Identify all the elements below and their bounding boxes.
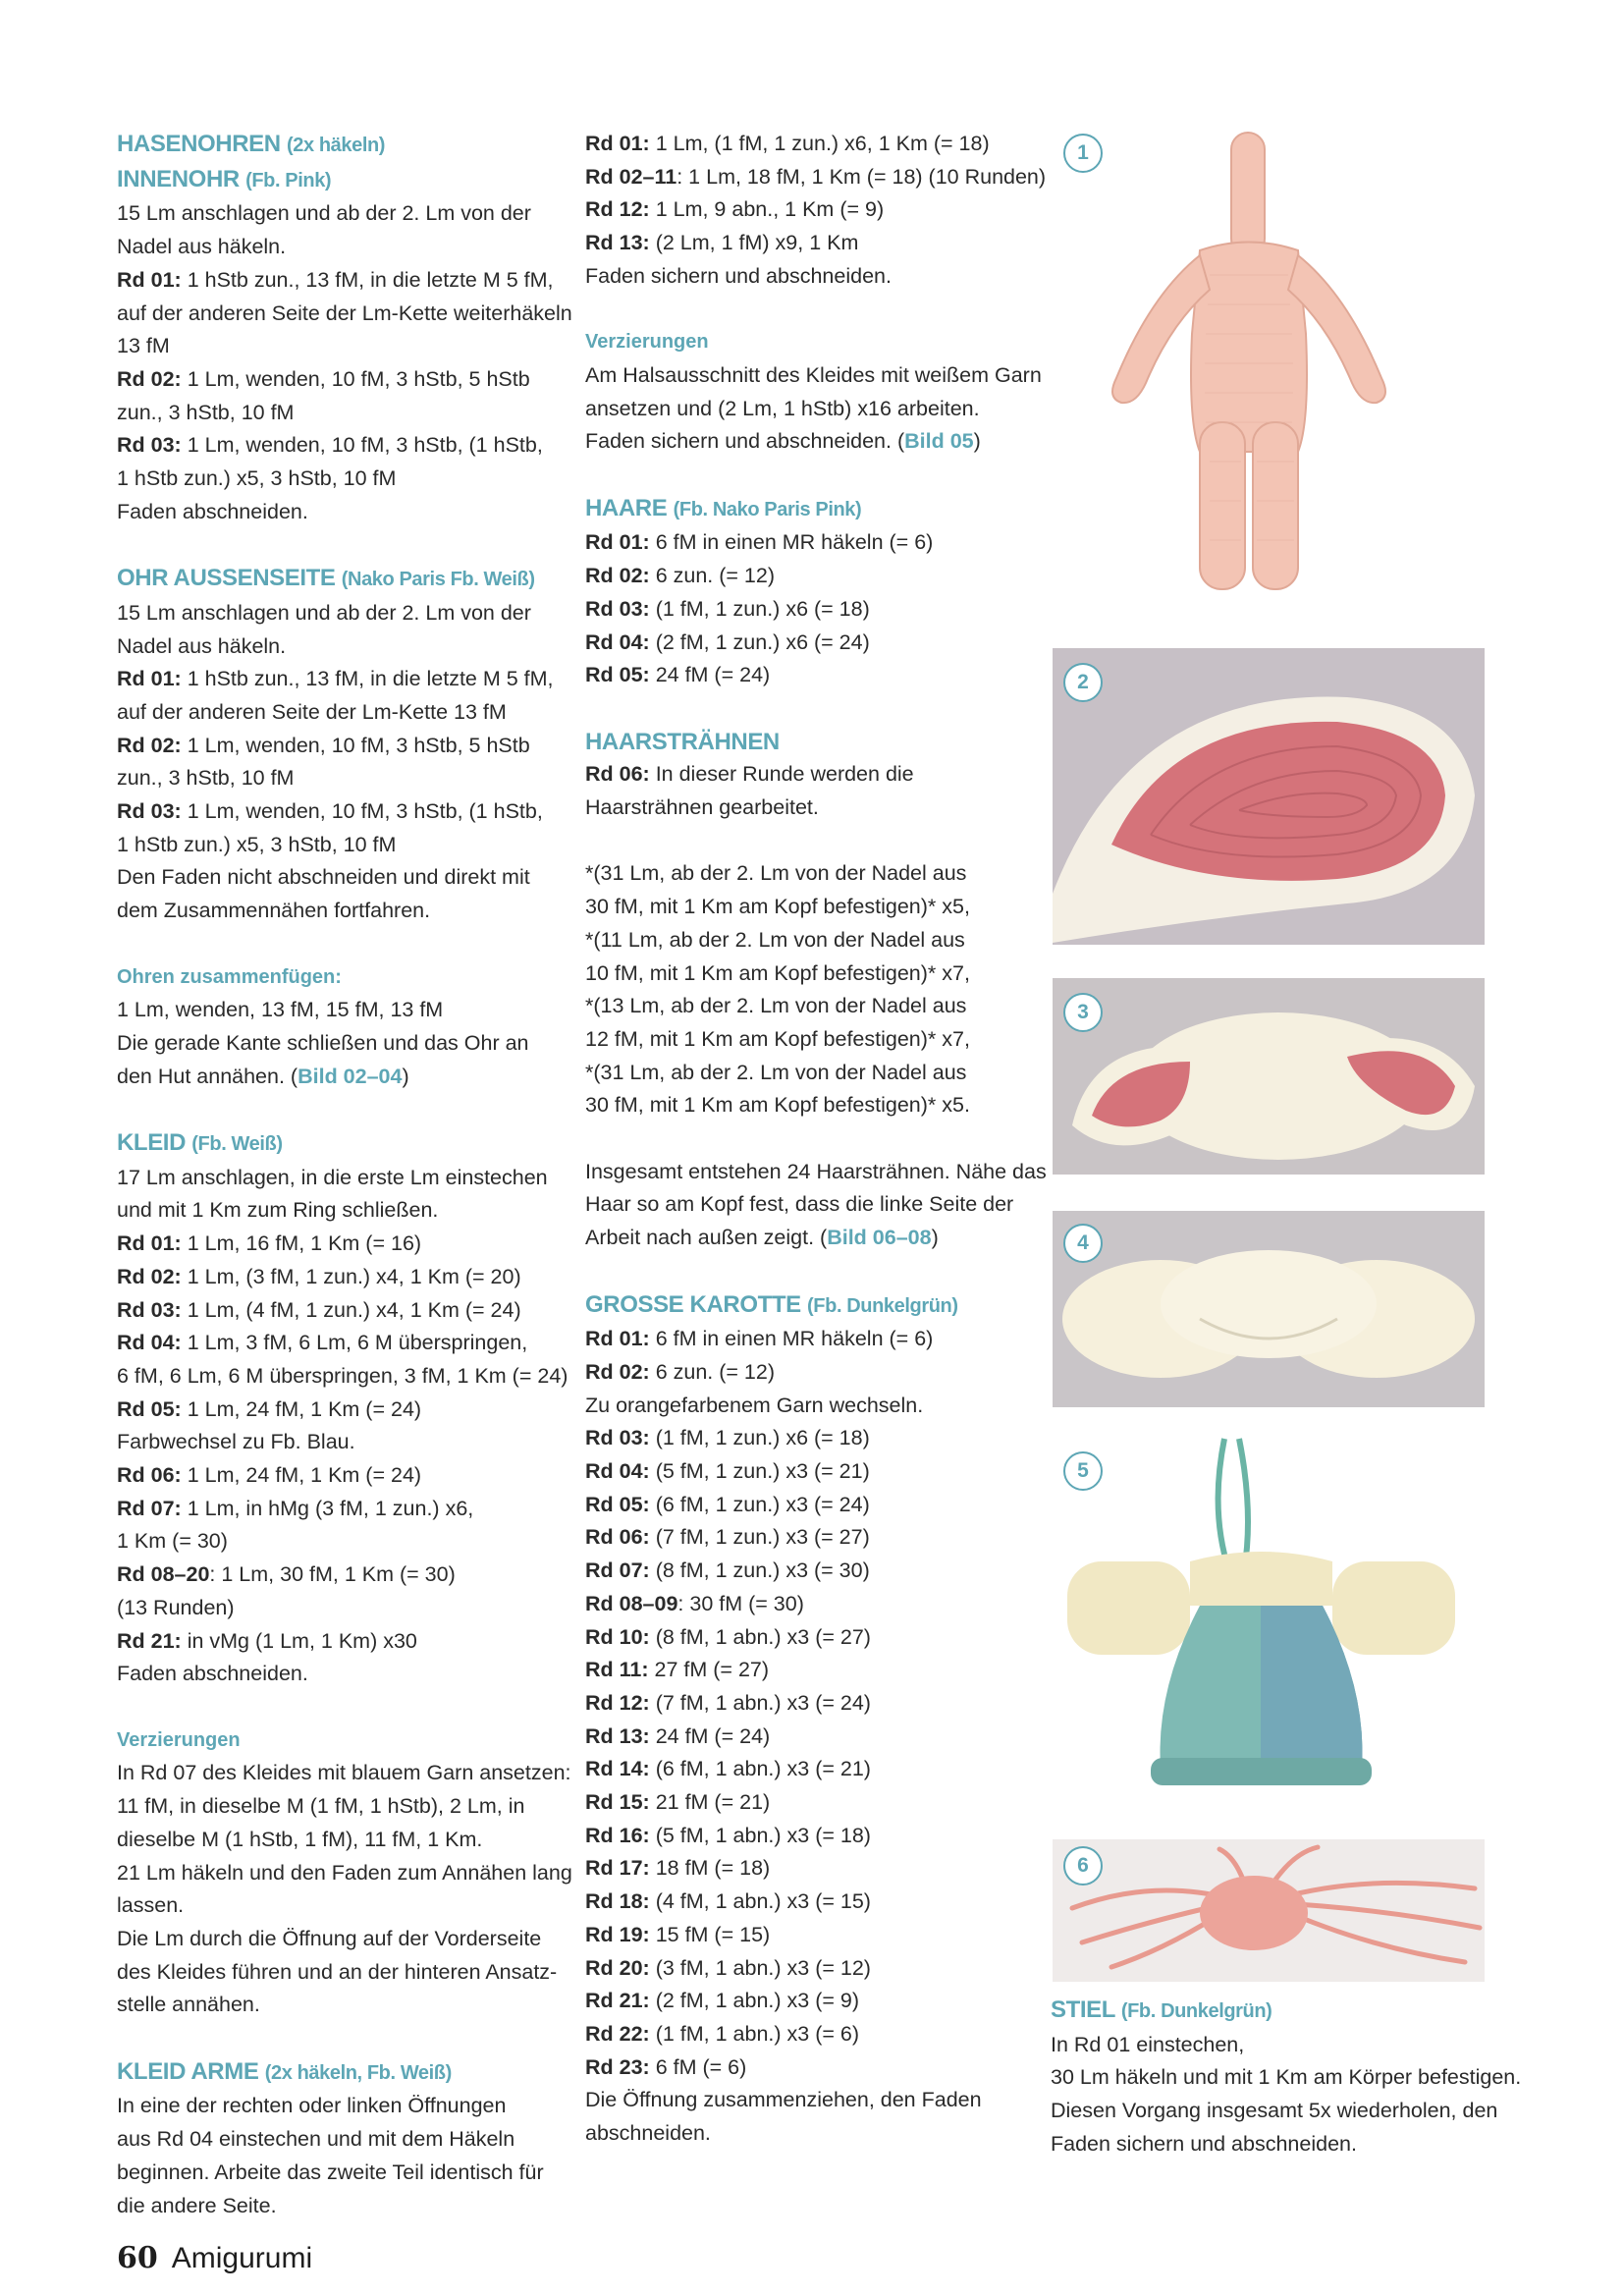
round-label: Rd 07: — [117, 1496, 182, 1520]
round-text: 1 Lm, 24 fM, 1 Km (= 24) — [181, 1396, 422, 1421]
round-text: auf der anderen Seite der Lm-Kette 13 fM — [117, 699, 507, 724]
round-text: auf der anderen Seite der Lm-Kette weiterhäkeln — [117, 301, 572, 325]
instruction-row — [117, 1162, 559, 1195]
instruction-row — [117, 397, 559, 430]
instruction-row — [585, 1687, 1027, 1721]
instruction-row — [585, 2051, 1027, 2085]
subsection-ohren-zusammenfuegen: Ohren zusammenfügen: — [117, 965, 342, 988]
instruction-row — [117, 1228, 559, 1261]
round-text: Farbwechsel zu Fb. Blau. — [117, 1430, 355, 1454]
text-line: dieselbe M (1 hStb, 1 fM), 11 fM, 1 Km. — [117, 1827, 483, 1851]
text-line: In eine der rechten oder linken Öffnungen — [117, 2094, 507, 2118]
photo-number-badge: 3 — [1063, 993, 1103, 1032]
photo-5-dress — [1053, 1434, 1485, 1822]
footer-title: Amigurumi — [171, 2242, 313, 2274]
round-label: Rd 01: — [585, 1327, 650, 1351]
instruction-row — [117, 829, 559, 862]
round-label: Rd 02: — [117, 1264, 182, 1288]
verzierungen-2-lines — [585, 359, 1042, 425]
round-text: (2 fM, 1 abn.) x3 (= 9) — [649, 1989, 860, 2013]
instruction-row — [585, 1390, 1027, 1423]
ohr-rows — [117, 597, 559, 928]
round-text: Haarsträhnen gearbeitet. — [585, 795, 819, 820]
photo-3-hat-with-ears — [1053, 978, 1485, 1175]
instruction-row — [117, 795, 559, 829]
round-label: Rd 12: — [585, 1690, 650, 1715]
round-text: 1 Lm, 16 fM, 1 Km (= 16) — [181, 1231, 422, 1256]
text-line: 30 fM, mit 1 Km am Kopf befestigen)* x5. — [585, 1093, 970, 1118]
round-text: 1 Lm, in hMg (3 fM, 1 zun.) x6, — [181, 1496, 474, 1520]
text-line: Die Lm durch die Öffnung auf der Vorderseite — [117, 1926, 542, 1950]
round-text: (6 fM, 1 abn.) x3 (= 21) — [649, 1757, 871, 1781]
round-text: : 1 Lm, 30 fM, 1 Km (= 30) — [209, 1562, 456, 1587]
round-text: (5 fM, 1 zun.) x3 (= 21) — [649, 1459, 870, 1484]
round-text: 1 Lm, 24 fM, 1 Km (= 24) — [181, 1463, 422, 1488]
text-line: Nadel aus häkeln. — [117, 235, 287, 259]
round-text: (8 fM, 1 zun.) x3 (= 30) — [649, 1558, 870, 1583]
instruction-row — [585, 1886, 1027, 1919]
instruction-row — [585, 526, 1027, 560]
round-label: Rd 02: — [585, 564, 650, 588]
round-label: Rd 04: — [117, 1331, 182, 1355]
text-line: 30 Lm häkeln und mit 1 Km am Körper befestigen. — [1051, 2065, 1522, 2090]
round-text: Faden sichern und abschneiden. — [585, 263, 892, 288]
photo-number-badge: 6 — [1063, 1846, 1103, 1886]
round-text: (4 fM, 1 abn.) x3 (= 15) — [649, 1889, 871, 1914]
instruction-row — [585, 1422, 1027, 1455]
photo-number-badge: 1 — [1063, 134, 1103, 173]
round-label: Rd 03: — [117, 799, 182, 824]
round-label: Rd 06: — [585, 1525, 650, 1550]
instruction-row — [117, 1261, 559, 1294]
round-text: 1 hStb zun.) x5, 3 hStb, 10 fM — [117, 466, 397, 491]
photo-4-dress-sleeves — [1053, 1211, 1485, 1407]
insgesamt-lines — [585, 1156, 1047, 1222]
round-label: Rd 03: — [117, 433, 182, 458]
instruction-row — [117, 696, 559, 730]
image-reference: Bild 05 — [904, 429, 974, 454]
text-line: Faden sichern und abschneiden. — [1051, 2131, 1357, 2156]
karotte-rows — [585, 1323, 1027, 2151]
haarstraehnen-lines — [585, 857, 1027, 1122]
image-reference: Bild 02–04 — [298, 1064, 403, 1088]
instruction-row — [585, 1555, 1027, 1588]
round-text: (5 fM, 1 abn.) x3 (= 18) — [649, 1823, 871, 1847]
round-label: Rd 21: — [585, 1989, 650, 2013]
text-line: Diesen Vorgang insgesamt 5x wiederholen, den — [1051, 2099, 1498, 2123]
haare-rows — [585, 526, 1027, 692]
instruction-row — [585, 193, 1027, 227]
round-label: Rd 05: — [585, 1492, 650, 1516]
instruction-row — [117, 463, 559, 496]
round-text: (7 fM, 1 abn.) x3 (= 24) — [649, 1690, 871, 1715]
instruction-row — [585, 1753, 1027, 1786]
photo-6-hair — [1053, 1839, 1485, 1982]
instruction-row — [585, 1621, 1027, 1655]
round-label: Rd 01: — [117, 1231, 182, 1256]
instruction-row — [585, 2117, 1027, 2151]
verzierungen-lines — [117, 1757, 572, 2022]
round-text: 18 fM (= 18) — [649, 1856, 771, 1881]
text-line: lassen. — [117, 1893, 185, 1918]
instruction-row — [117, 1327, 559, 1360]
round-label: Rd 08–20 — [117, 1562, 210, 1587]
instruction-row — [585, 1521, 1027, 1555]
instruction-row — [585, 2018, 1027, 2051]
round-text: (1 fM, 1 zun.) x6 (= 18) — [649, 1426, 870, 1450]
instruction-row — [117, 363, 559, 397]
round-label: Rd 03: — [117, 1297, 182, 1322]
photo-number-badge: 4 — [1063, 1224, 1103, 1263]
instruction-row — [117, 762, 559, 795]
instruction-row — [117, 1194, 559, 1228]
section-title-innenohr: INNENOHR (Fb. Pink) — [117, 165, 332, 192]
column-right-text — [1051, 1994, 1522, 2161]
round-label: Rd 15: — [585, 1790, 650, 1815]
instruction-row — [585, 161, 1047, 194]
instruction-row — [117, 1360, 568, 1394]
round-label: Rd 13: — [585, 1723, 650, 1748]
round-text: 21 fM (= 21) — [649, 1790, 771, 1815]
round-text: 1 hStb zun., 13 fM, in die letzte M 5 fM, — [181, 667, 554, 691]
section-title-stiel: STIEL (Fb. Dunkelgrün) — [1051, 1996, 1272, 2023]
round-label: Rd 23: — [585, 2054, 650, 2079]
section-title-haare: HAARE (Fb. Nako Paris Pink) — [585, 494, 862, 521]
text-line: Haar so am Kopf fest, dass die linke Seite der — [585, 1192, 1014, 1217]
text-line: Insgesamt entstehen 24 Haarsträhnen. Nähe das — [585, 1159, 1047, 1183]
instruction-row — [117, 1493, 559, 1526]
instruction-row — [585, 659, 1027, 692]
section-title-kleid: KLEID (Fb. Weiß) — [117, 1129, 283, 1157]
round-label: Rd 01: — [585, 530, 650, 555]
instruction-row — [585, 560, 1027, 593]
top-rows — [585, 128, 1047, 294]
photo-1-body — [1053, 128, 1485, 619]
round-text: (2 fM, 1 zun.) x6 (= 24) — [649, 629, 870, 654]
photo-number-badge: 5 — [1063, 1451, 1103, 1491]
text-line: 21 Lm häkeln und den Faden zum Annähen lang — [117, 1860, 572, 1885]
round-label: Rd 12: — [585, 197, 650, 222]
text-line: Arbeit nach außen zeigt. (Bild 06–08) — [585, 1226, 939, 1250]
instruction-row — [117, 298, 572, 331]
text-line: *(11 Lm, ab der 2. Lm von der Nadel aus — [585, 927, 965, 952]
subsection-verzierungen-2: Verzierungen — [585, 331, 709, 354]
round-label: Rd 05: — [585, 663, 650, 687]
round-text: 1 Lm, (3 fM, 1 zun.) x4, 1 Km (= 20) — [181, 1264, 521, 1288]
text-line: des Kleides führen und an der hinteren Ansatz- — [117, 1959, 558, 1984]
innenohr-rows — [117, 264, 572, 529]
instruction-row — [585, 1919, 1027, 1952]
round-text: Den Faden nicht abschneiden und direkt mit — [117, 865, 530, 890]
text-line: ansetzen und (2 Lm, 1 hStb) x16 arbeiten. — [585, 396, 980, 420]
text-line: beginnen. Arbeite das zweite Teil identisch für — [117, 2159, 544, 2184]
round-label: Rd 22: — [585, 2021, 650, 2046]
round-text: Zu orangefarbenem Garn wechseln. — [585, 1393, 924, 1417]
text-line: *(13 Lm, ab der 2. Lm von der Nadel aus — [585, 994, 967, 1018]
kleid-arme-lines — [117, 2090, 559, 2222]
instruction-row — [585, 593, 1027, 627]
instruction-row — [117, 663, 559, 696]
round-label: Rd 01: — [117, 667, 182, 691]
page-number: 60 — [117, 2241, 158, 2275]
round-text: In dieser Runde werden die — [649, 762, 914, 787]
instruction-row — [585, 1786, 1027, 1820]
round-text: 6 zun. (= 12) — [649, 1359, 775, 1384]
instruction-row — [117, 1625, 559, 1659]
section-title-ohr-aussenseite: OHR AUSSENSEITE (Nako Paris Fb. Weiß) — [117, 565, 535, 592]
round-text: abschneiden. — [585, 2121, 711, 2146]
round-label: Rd 02: — [117, 366, 182, 391]
round-label: Rd 11: — [585, 1658, 649, 1682]
round-text: und mit 1 Km zum Ring schließen. — [117, 1198, 439, 1223]
round-text: 6 fM (= 6) — [649, 2054, 747, 2079]
round-text: (1 fM, 1 abn.) x3 (= 6) — [649, 2021, 860, 2046]
text-line: Am Halsausschnitt des Kleides mit weißem Garn — [585, 362, 1042, 387]
text-line: In Rd 01 einstechen, — [1051, 2032, 1245, 2056]
instruction-row — [117, 1658, 559, 1691]
instruction-row — [117, 496, 559, 529]
round-text: (2 Lm, 1 fM) x9, 1 Km — [649, 231, 859, 255]
text-line: 30 fM, mit 1 Km am Kopf befestigen)* x5, — [585, 895, 970, 919]
round-label: Rd 14: — [585, 1757, 650, 1781]
round-text: 6 fM in einen MR häkeln (= 6) — [649, 1327, 934, 1351]
round-label: Rd 19: — [585, 1922, 650, 1946]
instruction-row — [585, 1985, 1027, 2018]
round-text: (8 fM, 1 abn.) x3 (= 27) — [649, 1624, 871, 1649]
instruction-row — [585, 1455, 1027, 1489]
instruction-row — [585, 1852, 1027, 1886]
section-title-grosse-karotte: GROSSE KAROTTE (Fb. Dunkelgrün) — [585, 1290, 958, 1318]
instruction-row — [585, 1820, 1027, 1853]
instruction-row — [585, 1323, 1027, 1356]
text-line: 11 fM, in dieselbe M (1 fM, 1 hStb), 2 Lm, in — [117, 1794, 525, 1819]
instruction-row — [117, 330, 559, 363]
round-text: (7 fM, 1 zun.) x3 (= 27) — [649, 1525, 870, 1550]
round-text: in vMg (1 Lm, 1 Km) x30 — [181, 1628, 417, 1653]
instruction-row — [585, 2084, 1027, 2117]
round-label: Rd 04: — [585, 1459, 650, 1484]
image-reference: Bild 06–08 — [827, 1226, 932, 1250]
round-text: 1 Lm, 9 abn., 1 Km (= 9) — [649, 197, 885, 222]
stiel-lines — [1051, 2029, 1522, 2161]
photo-2-inner-ear — [1053, 648, 1485, 945]
round-label: Rd 20: — [585, 1955, 650, 1980]
instruction-row — [117, 1394, 559, 1427]
round-text: 1 Lm, wenden, 10 fM, 3 hStb, 5 hStb — [181, 366, 530, 391]
round-text: 1 Lm, wenden, 10 fM, 3 hStb, (1 hStb, — [181, 433, 543, 458]
round-label: Rd 18: — [585, 1889, 650, 1914]
round-label: Rd 07: — [585, 1558, 650, 1583]
instruction-row — [585, 1654, 1027, 1687]
section-title-kleid-arme: KLEID ARME (2x häkeln, Fb. Weiß) — [117, 2057, 452, 2085]
text-line: *(31 Lm, ab der 2. Lm von der Nadel aus — [585, 861, 967, 886]
round-text: 27 fM (= 27) — [648, 1658, 770, 1682]
round-text: 6 zun. (= 12) — [649, 564, 775, 588]
round-text: 24 fM (= 24) — [649, 1723, 771, 1748]
round-text: : 30 fM (= 30) — [677, 1591, 804, 1615]
instruction-row — [117, 1592, 559, 1625]
column-left — [117, 128, 572, 2222]
instruction-row — [117, 1294, 559, 1328]
round-text: 1 Lm, wenden, 10 fM, 3 hStb, (1 hStb, — [181, 799, 543, 824]
round-text: (1 fM, 1 zun.) x6 (= 18) — [649, 596, 870, 621]
round-label: Rd 10: — [585, 1624, 650, 1649]
instruction-row — [117, 730, 559, 763]
round-text: (3 fM, 1 abn.) x3 (= 12) — [649, 1955, 871, 1980]
round-text: 1 hStb zun.) x5, 3 hStb, 10 fM — [117, 832, 397, 856]
round-text: 1 Lm, (4 fM, 1 zun.) x4, 1 Km (= 24) — [181, 1297, 521, 1322]
text-line: Faden sichern und abschneiden. (Bild 05) — [585, 429, 981, 454]
round-label: Rd 16: — [585, 1823, 650, 1847]
instruction-row — [585, 1356, 1027, 1390]
instruction-row — [585, 627, 1027, 660]
round-text: 15 fM (= 15) — [649, 1922, 771, 1946]
round-label: Rd 05: — [117, 1396, 182, 1421]
text-line: 12 fM, mit 1 Km am Kopf befestigen)* x7, — [585, 1026, 970, 1051]
round-label: Rd 17: — [585, 1856, 650, 1881]
text-line: den Hut annähen. (Bild 02–04) — [117, 1064, 409, 1088]
instruction-row — [585, 227, 1027, 260]
round-text: (13 Runden) — [117, 1595, 235, 1619]
instruction-row — [117, 1558, 559, 1592]
instruction-row — [117, 429, 559, 463]
round-text: 1 Lm, (1 fM, 1 zun.) x6, 1 Km (= 18) — [649, 132, 990, 155]
page-footer — [117, 2241, 312, 2275]
round-text: (6 fM, 1 zun.) x3 (= 24) — [649, 1492, 870, 1516]
round-text: 1 Km (= 30) — [117, 1529, 228, 1554]
instruction-row — [117, 1525, 559, 1558]
instruction-row — [585, 1489, 1027, 1522]
round-label: Rd 03: — [585, 1426, 650, 1450]
round-text: Faden abschneiden. — [117, 1662, 308, 1686]
subsection-verzierungen: Verzierungen — [117, 1728, 241, 1751]
round-text: Faden abschneiden. — [117, 499, 308, 523]
round-text: 1 Lm, wenden, 10 fM, 3 hStb, 5 hStb — [181, 733, 530, 757]
text-line: aus Rd 04 einstechen und mit dem Häkeln — [117, 2127, 515, 2152]
instruction-row — [585, 1952, 1027, 1986]
round-label: Rd 21: — [117, 1628, 182, 1653]
round-label: Rd 08–09 — [585, 1591, 678, 1615]
text-line: 1 Lm, wenden, 13 fM, 15 fM, 13 fM — [117, 998, 444, 1022]
haarstraehnen-rows — [585, 758, 1027, 824]
instruction-row — [117, 1459, 559, 1493]
round-text: 13 fM — [117, 334, 170, 358]
text-line: 15 Lm anschlagen und ab der 2. Lm von der — [117, 201, 531, 226]
column-middle — [585, 128, 1047, 2151]
text-line: Die gerade Kante schließen und das Ohr an — [117, 1030, 529, 1055]
round-label: Rd 01: — [585, 132, 650, 155]
instruction-row — [585, 260, 1027, 294]
instruction-row — [117, 597, 559, 630]
instruction-row — [117, 630, 559, 664]
round-text: 1 hStb zun., 13 fM, in die letzte M 5 fM, — [181, 267, 554, 292]
round-label: Rd 01: — [117, 267, 182, 292]
section-title-hasenohren: HASENOHREN (2x häkeln) — [117, 131, 386, 157]
instruction-row — [585, 128, 1027, 161]
instruction-row — [585, 1588, 1027, 1621]
round-text: 15 Lm anschlagen und ab der 2. Lm von der — [117, 600, 531, 625]
text-line: 10 fM, mit 1 Km am Kopf befestigen)* x7, — [585, 960, 970, 985]
instruction-row — [117, 861, 559, 895]
round-text: dem Zusammennähen fortfahren. — [117, 899, 431, 923]
round-label: Rd 06: — [585, 762, 650, 787]
instruction-row — [585, 1721, 1027, 1754]
round-label: Rd 02–11 — [585, 164, 677, 189]
instruction-row — [585, 792, 1027, 825]
round-text: 17 Lm anschlagen, in die erste Lm einstechen — [117, 1165, 548, 1189]
text-line: stelle annähen. — [117, 1993, 260, 2017]
text-line: *(31 Lm, ab der 2. Lm von der Nadel aus — [585, 1060, 967, 1084]
text-line: In Rd 07 des Kleides mit blauem Garn ansetzen: — [117, 1761, 571, 1785]
round-text: : 1 Lm, 18 fM, 1 Km (= 18) (10 Runden) — [677, 164, 1047, 189]
round-text: 1 Lm, 3 fM, 6 Lm, 6 M überspringen, — [181, 1331, 528, 1355]
round-label: Rd 04: — [585, 629, 650, 654]
round-text: Nadel aus häkeln. — [117, 633, 287, 658]
round-text: Die Öffnung zusammenziehen, den Faden — [585, 2088, 982, 2112]
round-label: Rd 13: — [585, 231, 650, 255]
round-label: Rd 06: — [117, 1463, 182, 1488]
round-text: 6 fM, 6 Lm, 6 M überspringen, 3 fM, 1 Km (= 24) — [117, 1363, 568, 1388]
round-label: Rd 02: — [585, 1359, 650, 1384]
instruction-row — [117, 264, 559, 298]
round-text: 6 fM in einen MR häkeln (= 6) — [649, 530, 934, 555]
instruction-row — [585, 758, 1027, 792]
text-line: die andere Seite. — [117, 2193, 277, 2217]
instruction-row — [117, 895, 559, 928]
round-text: 24 fM (= 24) — [649, 663, 771, 687]
round-label: Rd 02: — [117, 733, 182, 757]
kleid-rows — [117, 1162, 568, 1691]
round-text: zun., 3 hStb, 10 fM — [117, 400, 295, 424]
photo-number-badge: 2 — [1063, 663, 1103, 702]
round-label: Rd 03: — [585, 596, 650, 621]
section-title-haarstraehnen: HAARSTRÄHNEN — [585, 728, 780, 755]
round-text: zun., 3 hStb, 10 fM — [117, 766, 295, 791]
instruction-row — [117, 1426, 559, 1459]
